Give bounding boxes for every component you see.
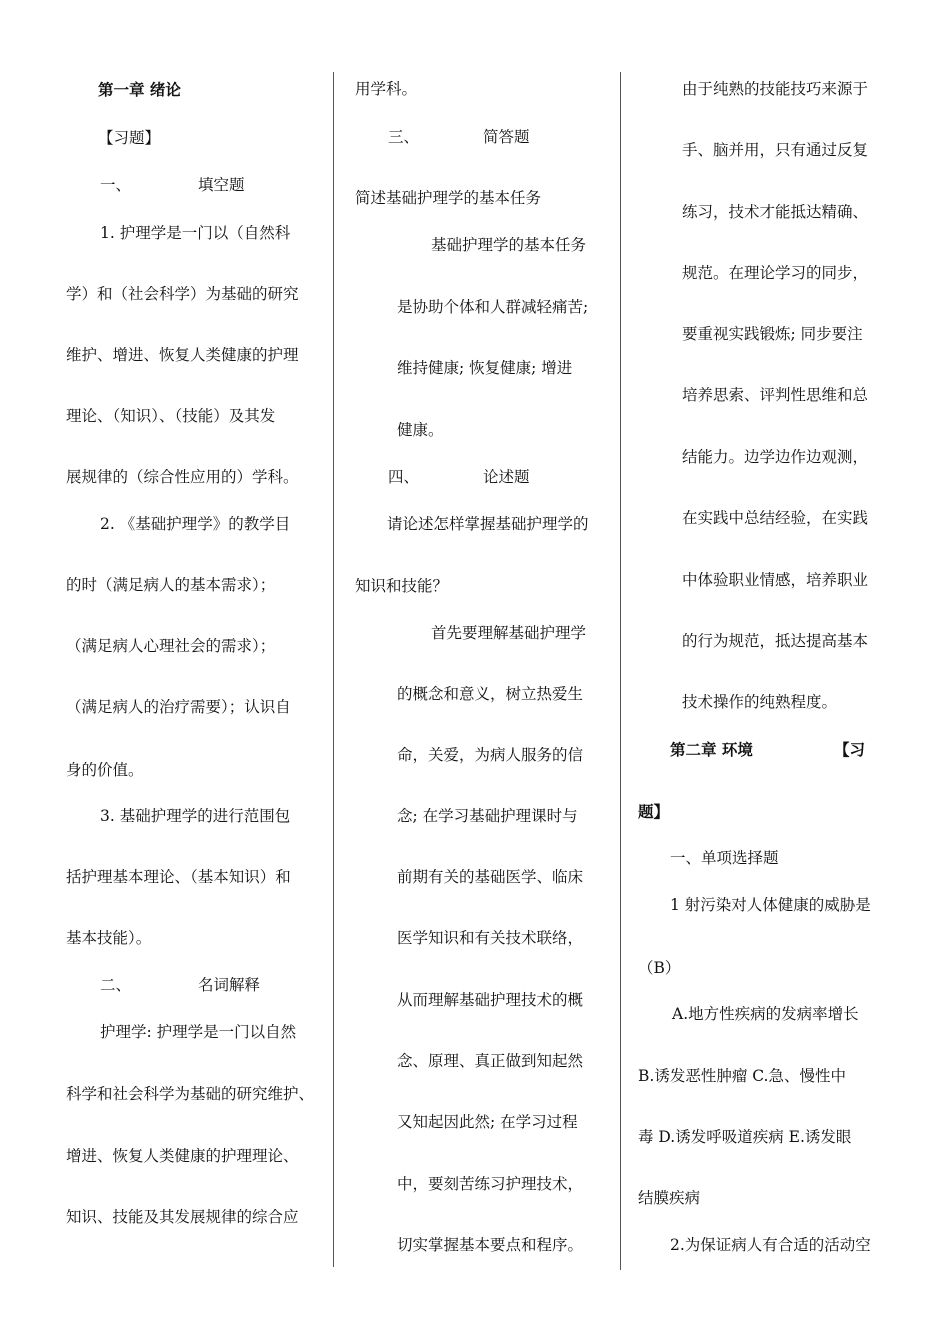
section-number: 二、 bbox=[100, 976, 132, 994]
answer-line: 念; 在学习基础护理课时与 bbox=[397, 807, 578, 825]
section-number: 三、 bbox=[388, 128, 420, 146]
section-number: 一、 bbox=[100, 176, 132, 194]
answer-line: 技术操作的纯熟程度。 bbox=[682, 693, 838, 711]
answer-line: 从而理解基础护理技术的概 bbox=[397, 991, 584, 1009]
answer-line: 的概念和意义，树立热爱生 bbox=[397, 685, 584, 703]
question-line: 理论、（知识）、（技能）及其发 bbox=[66, 407, 276, 425]
answer-line: 又知起因此然; 在学习过程 bbox=[397, 1113, 578, 1131]
question-line: （满足病人的治疗需要）；认识自 bbox=[66, 698, 291, 716]
section-title: 名词解释 bbox=[198, 976, 261, 994]
answer-line: 是协助个体和人群减轻痛苦; bbox=[397, 298, 589, 316]
exercise-label: 【习 bbox=[834, 740, 866, 759]
section-title: 简答题 bbox=[483, 128, 530, 146]
column-divider-right bbox=[620, 72, 621, 1270]
column-divider-left bbox=[333, 72, 334, 1267]
question-line: 3. 基础护理学的进行范围包 bbox=[100, 807, 291, 825]
answer-line: 基础护理学的基本任务 bbox=[431, 236, 587, 254]
question-line: 1 射污染对人体健康的威胁是 bbox=[670, 896, 871, 914]
section-title: 填空题 bbox=[198, 176, 245, 194]
answer-line: 培养思索、评判性思维和总 bbox=[682, 386, 869, 404]
section-number: 四、 bbox=[388, 468, 420, 486]
option-line: 毒 D.诱发呼吸道疾病 E.诱发眼 bbox=[638, 1128, 852, 1146]
question-line: 的时（满足病人的基本需求）； bbox=[66, 576, 276, 594]
answer-line: 中，要刻苦练习护理技术， bbox=[397, 1175, 584, 1193]
chapter-title: 第二章 环境 bbox=[670, 740, 753, 759]
definition-line: 知识、技能及其发展规律的综合应 bbox=[66, 1208, 299, 1226]
answer-line: 医学知识和有关技术联络， bbox=[397, 929, 584, 947]
answer-choice: （B） bbox=[638, 959, 681, 977]
exercise-label: 【习题】 bbox=[98, 129, 161, 147]
answer-line: 的行为规范，抵达提高基本 bbox=[682, 632, 869, 650]
answer-line: 手、脑并用，只有通过反复 bbox=[682, 141, 869, 159]
chapter-title: 第一章 绪论 bbox=[98, 80, 181, 99]
option-line: 结膜疾病 bbox=[638, 1189, 701, 1207]
question-line: 展规律的（综合性应用的）学科。 bbox=[66, 468, 299, 486]
answer-line: 中体验职业情感，培养职业 bbox=[682, 571, 869, 589]
section-title: 一、单项选择题 bbox=[670, 849, 779, 867]
answer-line: 在实践中总结经验，在实践 bbox=[682, 509, 869, 527]
answer-line: 结能力。边学边作边观测， bbox=[682, 448, 869, 466]
option-line: A.地方性疾病的发病率增长 bbox=[672, 1005, 859, 1023]
question-line: 1. 护理学是一门以（自然科 bbox=[100, 224, 291, 242]
question-line: 身的价值。 bbox=[66, 761, 144, 779]
question-line: （满足病人心理社会的需求）； bbox=[66, 637, 276, 655]
definition-line: 增进、恢复人类健康的护理理论、 bbox=[66, 1147, 299, 1165]
answer-line: 健康。 bbox=[397, 421, 444, 439]
question-line: 基本技能）。 bbox=[66, 929, 152, 947]
answer-line: 要重视实践锻炼; 同步要注 bbox=[682, 325, 863, 343]
section-title: 论述题 bbox=[483, 468, 530, 486]
question-line: 2. 《基础护理学》的教学目 bbox=[100, 515, 291, 533]
question-line: 2.为保证病人有合适的活动空 bbox=[670, 1236, 871, 1254]
answer-line: 命，关爱，为病人服务的信 bbox=[397, 746, 584, 764]
answer-line: 首先要理解基础护理学 bbox=[431, 624, 587, 642]
answer-line: 维持健康; 恢复健康; 增进 bbox=[397, 359, 573, 377]
exercise-label: 题】 bbox=[638, 802, 670, 821]
option-line: B.诱发恶性肿瘤 C.急、慢性中 bbox=[638, 1067, 846, 1085]
question-line: 请论述怎样掌握基础护理学的 bbox=[387, 515, 589, 533]
continued-text: 用学科。 bbox=[355, 80, 418, 98]
question-line: 学）和（社会科学）为基础的研究 bbox=[66, 285, 299, 303]
definition-line: 护理学: 护理学是一门以自然 bbox=[100, 1023, 297, 1041]
answer-line: 念、原理、真正做到知起然 bbox=[397, 1052, 584, 1070]
question-line: 知识和技能？ bbox=[355, 577, 449, 595]
answer-line: 切实掌握基本要点和程序。 bbox=[397, 1236, 584, 1254]
answer-line: 由于纯熟的技能技巧来源于 bbox=[682, 80, 869, 98]
question-line: 括护理基本理论、（基本知识）和 bbox=[66, 868, 291, 886]
definition-line: 科学和社会科学为基础的研究维护、 bbox=[66, 1085, 315, 1103]
question-line: 维护、增进、恢复人类健康的护理 bbox=[66, 346, 299, 364]
answer-line: 规范。在理论学习的同步， bbox=[682, 264, 869, 282]
answer-line: 前期有关的基础医学、临床 bbox=[397, 868, 584, 886]
question-line: 简述基础护理学的基本任务 bbox=[355, 189, 542, 207]
answer-line: 练习，技术才能抵达精确、 bbox=[682, 203, 869, 221]
